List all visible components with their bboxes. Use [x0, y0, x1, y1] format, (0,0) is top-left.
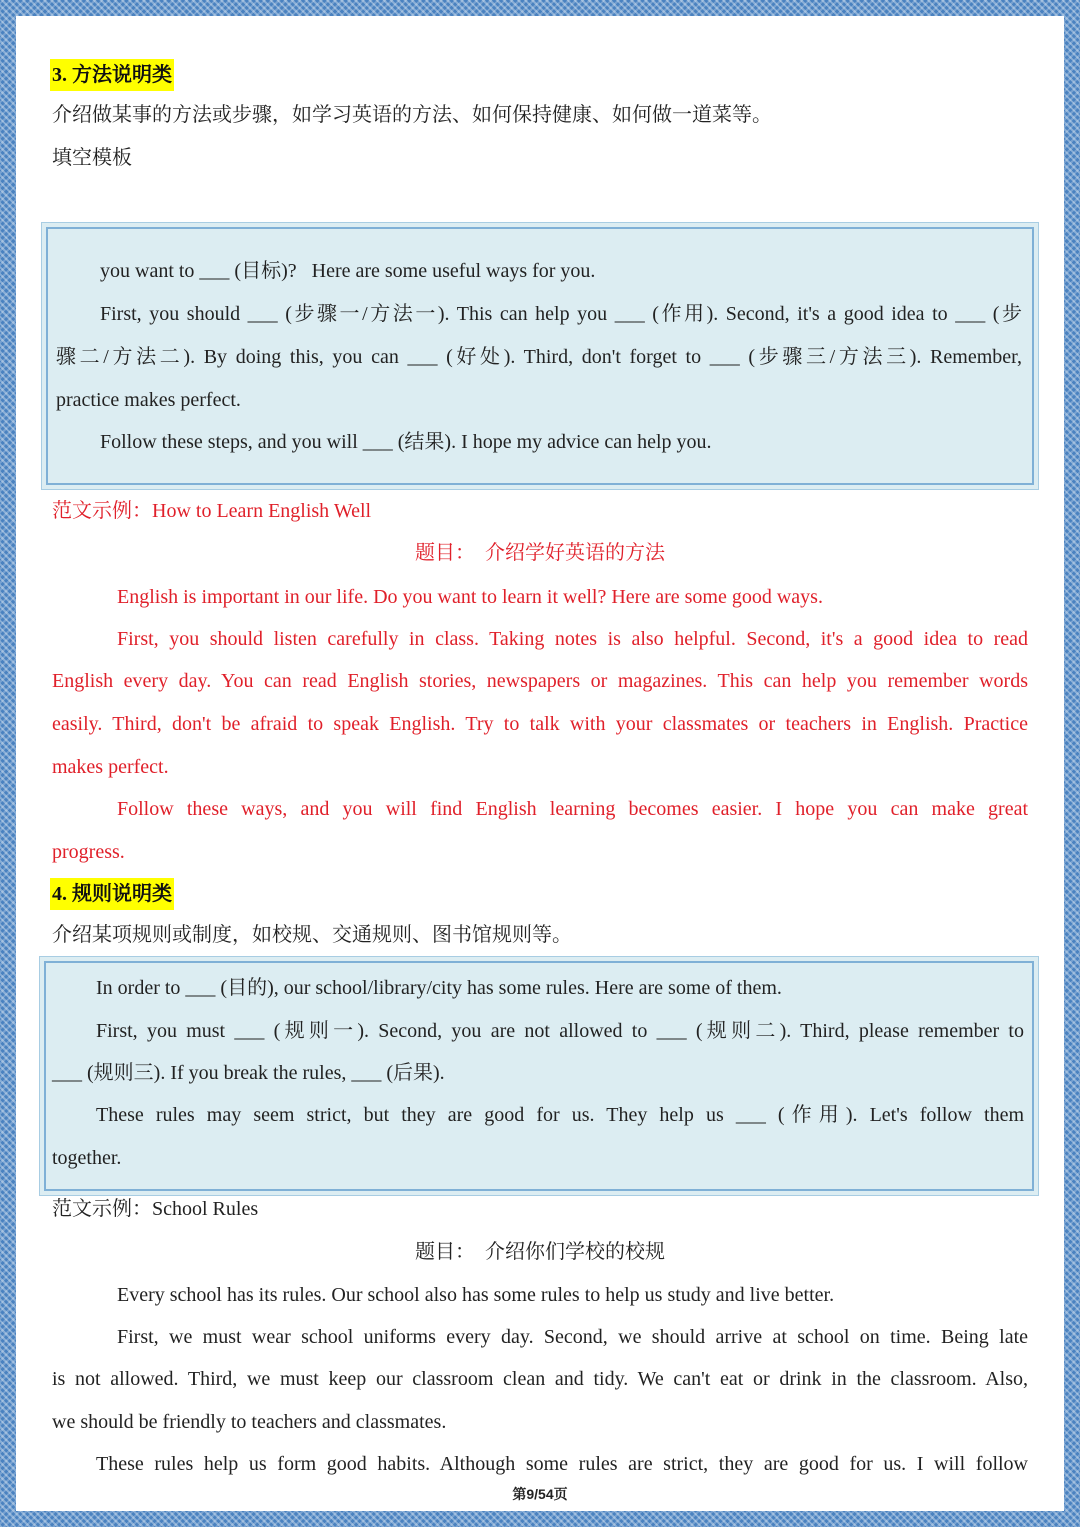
- template-line: you want to ___ (目标)? Here are some useful ways for you.: [100, 260, 596, 282]
- template-line: together.: [52, 1147, 122, 1169]
- page-number: 第9/54页: [512, 1486, 568, 1502]
- example-line: we should be friendly to teachers and classmates.: [52, 1411, 447, 1433]
- example-line: Follow these ways, and you will find English learning becomes easier. I hope you can make great: [117, 798, 1028, 820]
- example-title: 题目： 介绍你们学校的校规: [415, 1241, 665, 1263]
- template-line: Follow these steps, and you will ___ (结果). I hope my advice can help you.: [100, 431, 712, 453]
- section3-intro: 介绍做某事的方法或步骤，如学习英语的方法、如何保持健康、如何做一道菜等。: [52, 104, 772, 126]
- template-line: ___ (规则三). If you break the rules, ___ (后果).: [52, 1062, 445, 1084]
- section4-heading: 4. 规则说明类: [50, 878, 174, 910]
- example-line: English every day. You can read English stories, newspapers or magazines. This can help you remember words: [52, 670, 1028, 692]
- example-title: 题目： 介绍学好英语的方法: [415, 542, 665, 564]
- template-line: First, you must ___ (规则一). Second, you are not allowed to ___ (规则二). Third, please remember to: [96, 1020, 1024, 1042]
- example-line: makes perfect.: [52, 756, 169, 778]
- template-line: practice makes perfect.: [56, 389, 241, 411]
- example-line: progress.: [52, 841, 125, 863]
- example-line: Every school has its rules. Our school also has some rules to help us study and live better.: [117, 1284, 835, 1306]
- document-page: [16, 16, 1064, 1511]
- example-label: 范文示例：How to Learn English Well: [52, 500, 372, 522]
- section3-heading: 3. 方法说明类: [50, 59, 174, 91]
- example-label: 范文示例：School Rules: [52, 1198, 259, 1220]
- template-label: 填空模板: [52, 147, 132, 169]
- template-line: These rules may seem strict, but they are good for us. They help us ___ (作用). Let's follow them: [96, 1104, 1024, 1126]
- example-line: English is important in our life. Do you want to learn it well? Here are some good ways.: [117, 586, 823, 608]
- section4-intro: 介绍某项规则或制度，如校规、交通规则、图书馆规则等。: [52, 924, 572, 946]
- example-line: First, we must wear school uniforms every day. Second, we should arrive at school on time. Being late: [117, 1326, 1028, 1348]
- template-line: First, you should ___ (步骤一/方法一). This can help you ___ (作用). Second, it's a good idea to ___ (步: [100, 303, 1022, 325]
- example-line: easily. Third, don't be afraid to speak English. Try to talk with your classmates or teachers in English. Practice: [52, 713, 1028, 735]
- example-line: is not allowed. Third, we must keep our classroom clean and tidy. We can't eat or drink in the classroom. Also,: [52, 1368, 1028, 1390]
- template-line: In order to ___ (目的), our school/library/city has some rules. Here are some of them.: [96, 977, 782, 999]
- example-line: These rules help us form good habits. Although some rules are strict, they are good for us. I will follow: [96, 1453, 1028, 1475]
- example-line: First, you should listen carefully in class. Taking notes is also helpful. Second, it's a good idea to read: [117, 628, 1028, 650]
- template-line: 骤二/方法二). By doing this, you can ___ (好处). Third, don't forget to ___ (步骤三/方法三). Remember,: [56, 346, 1022, 368]
